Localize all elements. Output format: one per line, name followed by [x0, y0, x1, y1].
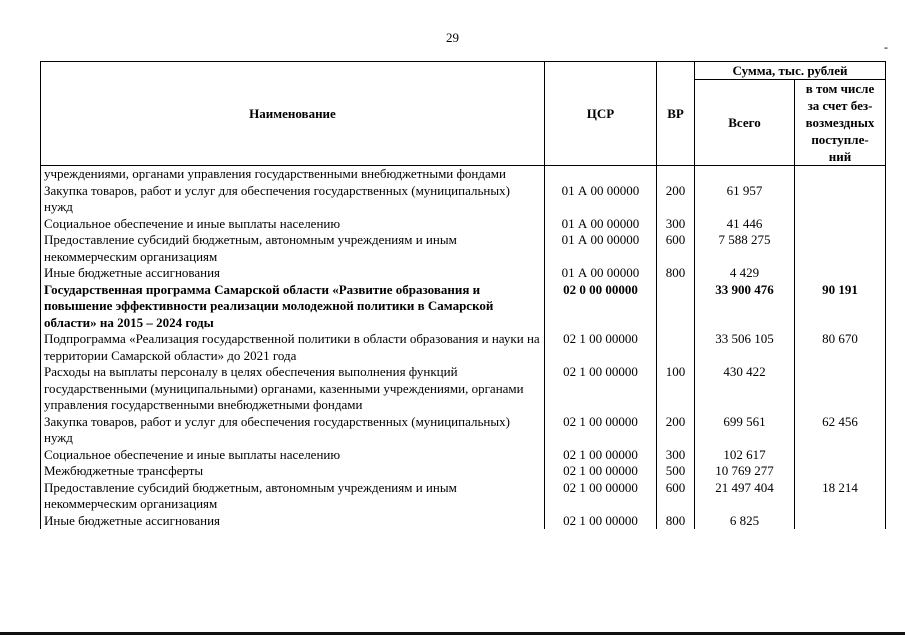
table-row [41, 414, 886, 447]
row-total: 699 561 [695, 414, 795, 447]
row-grant [795, 513, 886, 530]
table-body [41, 166, 886, 530]
table-row [41, 265, 886, 282]
row-total: 7 588 275 [695, 232, 795, 265]
table-row [41, 364, 886, 414]
row-csr: 02 1 00 00000 [545, 513, 657, 530]
page-bottom-border [0, 632, 905, 635]
row-vr: 300 [657, 216, 695, 233]
header-grant-line: за счет без- [807, 98, 873, 113]
row-csr: 01 А 00 00000 [545, 183, 657, 216]
row-grant [795, 166, 886, 183]
header-total: Всего [695, 80, 795, 166]
row-vr: 200 [657, 414, 695, 447]
header-grant-line: поступле- [811, 132, 869, 147]
row-vr: 800 [657, 265, 695, 282]
row-name: Межбюджетные трансферты [41, 463, 545, 480]
row-total: 61 957 [695, 183, 795, 216]
row-name: Закупка товаров, работ и услуг для обеспечения государственных (муниципальных) нужд [41, 183, 545, 216]
row-name: Иные бюджетные ассигнования [41, 265, 545, 282]
header-sum: Сумма, тыс. рублей [695, 62, 886, 80]
row-name: Закупка товаров, работ и услуг для обеспечения государственных (муниципальных) нужд [41, 414, 545, 447]
row-name: Предоставление субсидий бюджетным, автономным учреждениям и иным некоммерческим организациям [41, 480, 545, 513]
row-total: 21 497 404 [695, 480, 795, 513]
row-total: 430 422 [695, 364, 795, 414]
row-vr: 300 [657, 447, 695, 464]
table-header [41, 62, 886, 166]
row-name: Социальное обеспечение и иные выплаты населению [41, 447, 545, 464]
row-grant [795, 463, 886, 480]
margin-mark: - [884, 40, 888, 54]
row-vr [657, 166, 695, 183]
row-total: 33 506 105 [695, 331, 795, 364]
row-csr: 02 1 00 00000 [545, 331, 657, 364]
row-total: 6 825 [695, 513, 795, 530]
row-grant: 62 456 [795, 414, 886, 447]
row-grant [795, 216, 886, 233]
row-vr: 600 [657, 232, 695, 265]
header-name: Наименование [41, 62, 545, 166]
row-grant [795, 183, 886, 216]
row-csr: 02 1 00 00000 [545, 364, 657, 414]
budget-table [40, 61, 886, 529]
row-csr: 01 А 00 00000 [545, 232, 657, 265]
row-total: 41 446 [695, 216, 795, 233]
row-csr: 02 1 00 00000 [545, 480, 657, 513]
page-number: 29 [446, 30, 459, 45]
row-vr [657, 331, 695, 364]
table-row [41, 463, 886, 480]
table-row [41, 513, 886, 530]
row-name: Предоставление субсидий бюджетным, автономным учреждениям и иным некоммерческим организациям [41, 232, 545, 265]
header-vr: ВР [657, 62, 695, 166]
header-grant-line: в том числе [805, 81, 875, 96]
table-row [41, 216, 886, 233]
row-total: 10 769 277 [695, 463, 795, 480]
row-name: Расходы на выплаты персоналу в целях обеспечения выполнения функций государственными (муниципальными) органами, казенными учреждениями, органами управления государственными внебюджетными фондами [41, 364, 545, 414]
table-row [41, 166, 886, 183]
row-csr: 02 1 00 00000 [545, 447, 657, 464]
table-row [41, 480, 886, 513]
row-csr: 01 А 00 00000 [545, 265, 657, 282]
header-grant [795, 80, 886, 166]
row-grant [795, 265, 886, 282]
row-grant [795, 232, 886, 265]
row-grant: 18 214 [795, 480, 886, 513]
row-vr [657, 282, 695, 332]
row-name: учреждениями, органами управления государственными внебюджетными фондами [41, 166, 545, 183]
header-grant-line: возмездных [805, 115, 875, 130]
table-row [41, 232, 886, 265]
row-name: Подпрограмма «Реализация государственной политики в области образования и науки на территории Самарской области» до 2021 года [41, 331, 545, 364]
header-grant-line: ний [828, 149, 852, 164]
header-csr: ЦСР [545, 62, 657, 166]
row-csr: 02 1 00 00000 [545, 414, 657, 447]
table-row [41, 282, 886, 332]
table-row [41, 183, 886, 216]
table-row [41, 331, 886, 364]
row-total: 4 429 [695, 265, 795, 282]
row-vr: 100 [657, 364, 695, 414]
row-grant [795, 364, 886, 414]
row-csr: 02 1 00 00000 [545, 463, 657, 480]
row-total: 102 617 [695, 447, 795, 464]
row-total [695, 166, 795, 183]
row-csr [545, 166, 657, 183]
row-vr: 600 [657, 480, 695, 513]
row-name: Социальное обеспечение и иные выплаты населению [41, 216, 545, 233]
row-total: 33 900 476 [695, 282, 795, 332]
row-grant: 90 191 [795, 282, 886, 332]
row-csr: 02 0 00 00000 [545, 282, 657, 332]
row-vr: 500 [657, 463, 695, 480]
row-vr: 800 [657, 513, 695, 530]
row-csr: 01 А 00 00000 [545, 216, 657, 233]
row-vr: 200 [657, 183, 695, 216]
row-name: Иные бюджетные ассигнования [41, 513, 545, 530]
row-grant [795, 447, 886, 464]
row-grant: 80 670 [795, 331, 886, 364]
row-name: Государственная программа Самарской области «Развитие образования и повышение эффективности реализации молодежной политики в Самарской области» на 2015 – 2024 годы [41, 282, 545, 332]
table-row [41, 447, 886, 464]
